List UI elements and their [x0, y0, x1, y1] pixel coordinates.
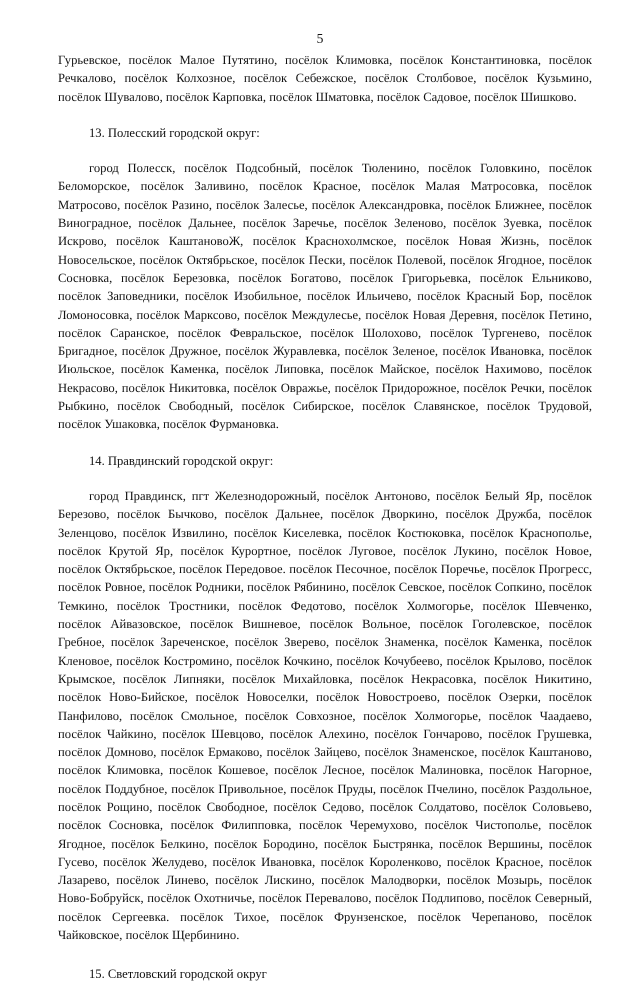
- section-heading-svetly: 15. Светловский городской округ: [89, 967, 267, 982]
- spacer: [58, 470, 592, 487]
- section-heading-polessk: 13. Полесский городской округ:: [89, 125, 260, 140]
- section-heading-pravdinsk: 14. Правдинский городской округ:: [89, 453, 274, 468]
- spacer: [58, 106, 592, 124]
- section-text-pravdinsk: город Правдинск, пгт Железнодорожный, посёлок Антоново, посёлок Белый Яр, посёлок Березово, посёлок Бычково, посёлок Дальнее, посёлок Дворкино, посёлок Дружба, посёлок Зеленцово, посёлок Извилино, посёлок Киселевка, посёлок Костюковка, посёлок Краснополье, посёлок Крутой Яр, посёлок Курортное, посёлок Луговое, посёлок Лукино, посёлок Новое, посёлок Октябрьское, посёлок Передовое. посёлок Песочное, посёлок Поречье, посёлок Прогресс, посёлок Ровное, посёлок Родники, посёлок Рябинино, посёлок Севское, посёлок Сопкино, посёлок Темкино, посёлок Тростники, посёлок Федотово, посёлок Холмогорье, посёлок Шевченко, посёлок Айвазовское, посёлок Вишневое, посёлок Вольное, посёлок Гоголевское, посёлок Гребное, посёлок Зареченское, посёлок Зверево, посёлок Знаменка, посёлок Каменка, посёлок Кленовое, посёлок Костромино, посёлок Кочкино, посёлок Кочубеево, посёлок Крылово, посёлок Крымское, посёлок Липняки, посёлок Михайловка, посёлок Некрасовка, посёлок Никитино, посёлок Ново-Бийское, посёлок Новоселки, посёлок Новостроево, посёлок Озерки, посёлок Панфилово, посёлок Смольное, посёлок Совхозное, посёлок Холмогорье, посёлок Чаадаево, посёлок Чайкино, посёлок Шевцово, посёлок Алехино, посёлок Гончарово, посёлок Грушевка, посёлок Домново, посёлок Ермаково, посёлок Зайцево, посёлок Знаменское, посёлок Каштаново, посёлок Климовка, посёлок Кошевое, посёлок Лесное, посёлок Малиновка, посёлок Нагорное, посёлок Поддубное, посёлок Привольное, посёлок Пруды, посёлок Пчелино, посёлок Раздольное, посёлок Рощино, посёлок Свободное, посёлок Седово, посёлок Солдатово, посёлок Соловьево, посёлок Сосновка, посёлок Филипповка, посёлок Черемухово, посёлок Чистополье, посёлок Ягодное, посёлок Белкино, посёлок Бородино, посёлок Быстрянка, посёлок Вершины, посёлок Гусево, посёлок Желудево, посёлок Ивановка, посёлок Короленково, посёлок Красное, посёлок Лазарево, посёлок Линево, посёлок Лискино, посёлок Малодворки, посёлок Мозырь, посёлок Ново-Бобруйск, посёлок Охотничье, посёлок Перевалово, посёлок Подлипово, посёлок Северный, посёлок Сергеевка. посёлок Тихое, посёлок Фрунзенское, посёлок Черепаново, посёлок Чайковское, посёлок Щербинино.: [58, 488, 592, 943]
- spacer: [58, 142, 592, 159]
- page-number: 5: [316, 31, 324, 46]
- intro-paragraph: Гурьевское, посёлок Малое Путятино, посёлок Климовка, посёлок Константиновка, посёлок Речкалово, посёлок Колхозное, посёлок Себежское, посёлок Столбовое, посёлок Кузьмино, посёлок Шувалово, посёлок Карповка, посёлок Шматовка, посёлок Садовое, посёлок Шишково.: [58, 53, 592, 104]
- section-text-polessk: город Полесск, посёлок Подсобный, посёлок Тюленино, посёлок Головкино, посёлок Беломорское, посёлок Заливино, посёлок Красное, посёлок Малая Матросовка, посёлок Матросово, посёлок Разино, посёлок Залесье, посёлок Александровка, посёлок Ближнее, посёлок Виноградное, посёлок Дальнее, посёлок Заречье, посёлок Зеленово, посёлок Зуевка, посёлок Искрово, посёлок КаштановоЖ, посёлок Краснохолмское, посёлок Новая Жизнь, посёлок Новосельское, посёлок Октябрьское, посёлок Пески, посёлок Полевой, посёлок Ягодное, посёлок Сосновка, посёлок Березовка, посёлок Богатово, посёлок Григорьевка, посёлок Ельниково, посёлок Заповедники, посёлок Изобильное, посёлок Ильичево, посёлок Красный Бор, посёлок Ломоносовка, посёлок Марксово, посёлок Междулесье, посёлок Новая Деревня, посёлок Петино, посёлок Саранское, посёлок Февральское, посёлок Шолохово, посёлок Тургенево, посёлок Бригадное, посёлок Дружное, посёлок Журавлевка, посёлок Зеленое, посёлок Ивановка, посёлок Июльское, посёлок Каменка, посёлок Липовка, посёлок Майское, посёлок Нахимово, посёлок Некрасово, посёлок Никитовка, посёлок Овражье, посёлок Придорожное, посёлок Речки, посёлок Рыбкино, посёлок Свободный, посёлок Сибирское, посёлок Славянское, посёлок Трудовой, посёлок Ушаковка, посёлок Фурмановка.: [58, 161, 592, 432]
- spacer: [58, 944, 592, 965]
- document-body: [58, 51, 592, 984]
- spacer: [58, 434, 592, 452]
